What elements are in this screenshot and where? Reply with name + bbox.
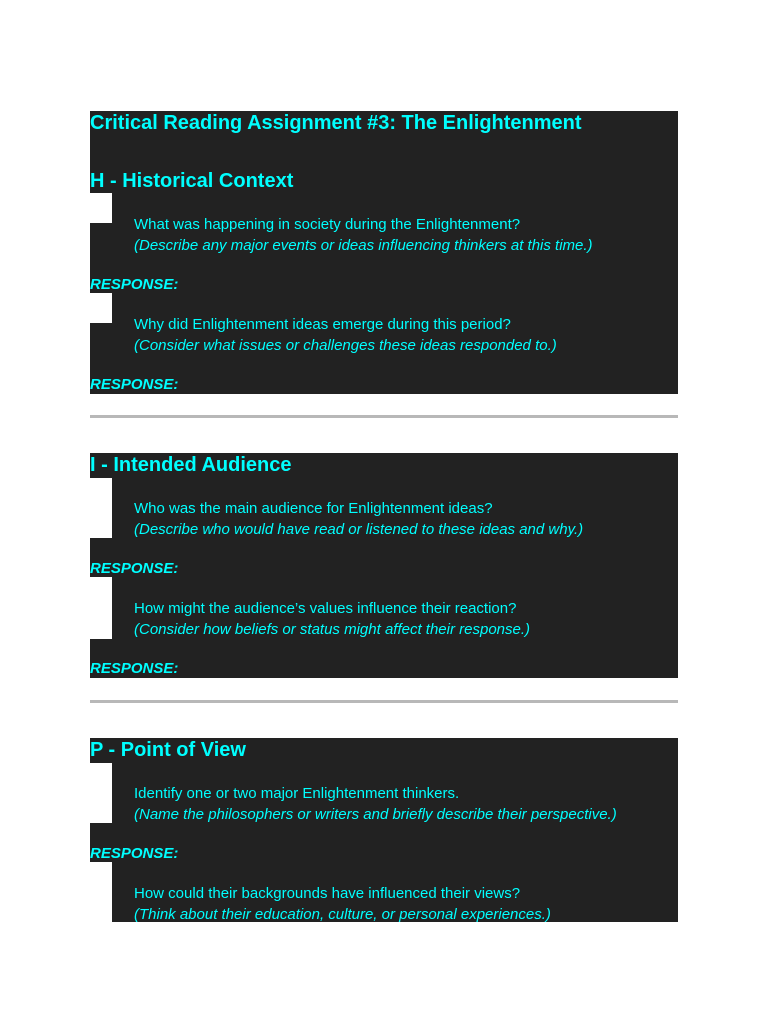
item-number: 2. bbox=[113, 885, 126, 902]
item-number: 1. bbox=[113, 500, 126, 517]
question-text: How could their backgrounds have influenced their views? bbox=[134, 885, 521, 902]
item-number: 2. bbox=[113, 316, 126, 333]
margin-notch bbox=[90, 193, 112, 223]
question-hint: (Consider what issues or challenges these ideas responded to.) bbox=[134, 337, 557, 354]
horizontal-rule bbox=[90, 415, 678, 418]
response-label: RESPONSE: bbox=[90, 660, 179, 677]
response-label: RESPONSE: bbox=[90, 845, 179, 862]
section-heading: H - Historical Context bbox=[90, 170, 294, 192]
question-text: What was happening in society during the Enlightenment? bbox=[134, 216, 521, 233]
horizontal-rule bbox=[90, 700, 678, 703]
section-heading: P - Point of View bbox=[90, 739, 246, 761]
page-title: Critical Reading Assignment #3: The Enlightenment bbox=[90, 112, 582, 134]
item-number: 1. bbox=[113, 216, 126, 233]
question-text: Identify one or two major Enlightenment thinkers. bbox=[134, 785, 460, 802]
item-number: 1. bbox=[113, 785, 126, 802]
question-hint: (Consider how beliefs or status might affect their response.) bbox=[134, 621, 531, 638]
question-hint: (Describe who would have read or listened to these ideas and why.) bbox=[134, 521, 584, 538]
response-label: RESPONSE: bbox=[90, 276, 179, 293]
question-text: Who was the main audience for Enlightenment ideas? bbox=[134, 500, 493, 517]
question-hint: (Name the philosophers or writers and briefly describe their perspective.) bbox=[134, 806, 617, 823]
question-hint: (Describe any major events or ideas influencing thinkers at this time.) bbox=[134, 237, 593, 254]
margin-notch bbox=[90, 293, 112, 323]
response-label: RESPONSE: bbox=[90, 560, 179, 577]
response-label: RESPONSE: bbox=[90, 376, 179, 393]
margin-notch bbox=[90, 478, 112, 538]
question-hint: (Think about their education, culture, or personal experiences.) bbox=[134, 906, 551, 923]
section-heading: I - Intended Audience bbox=[90, 454, 292, 476]
margin-notch bbox=[90, 577, 112, 639]
margin-notch bbox=[90, 763, 112, 823]
margin-notch bbox=[90, 862, 112, 922]
item-number: 2. bbox=[113, 600, 126, 617]
question-text: How might the audience’s values influence their reaction? bbox=[134, 600, 517, 617]
question-text: Why did Enlightenment ideas emerge during this period? bbox=[134, 316, 511, 333]
